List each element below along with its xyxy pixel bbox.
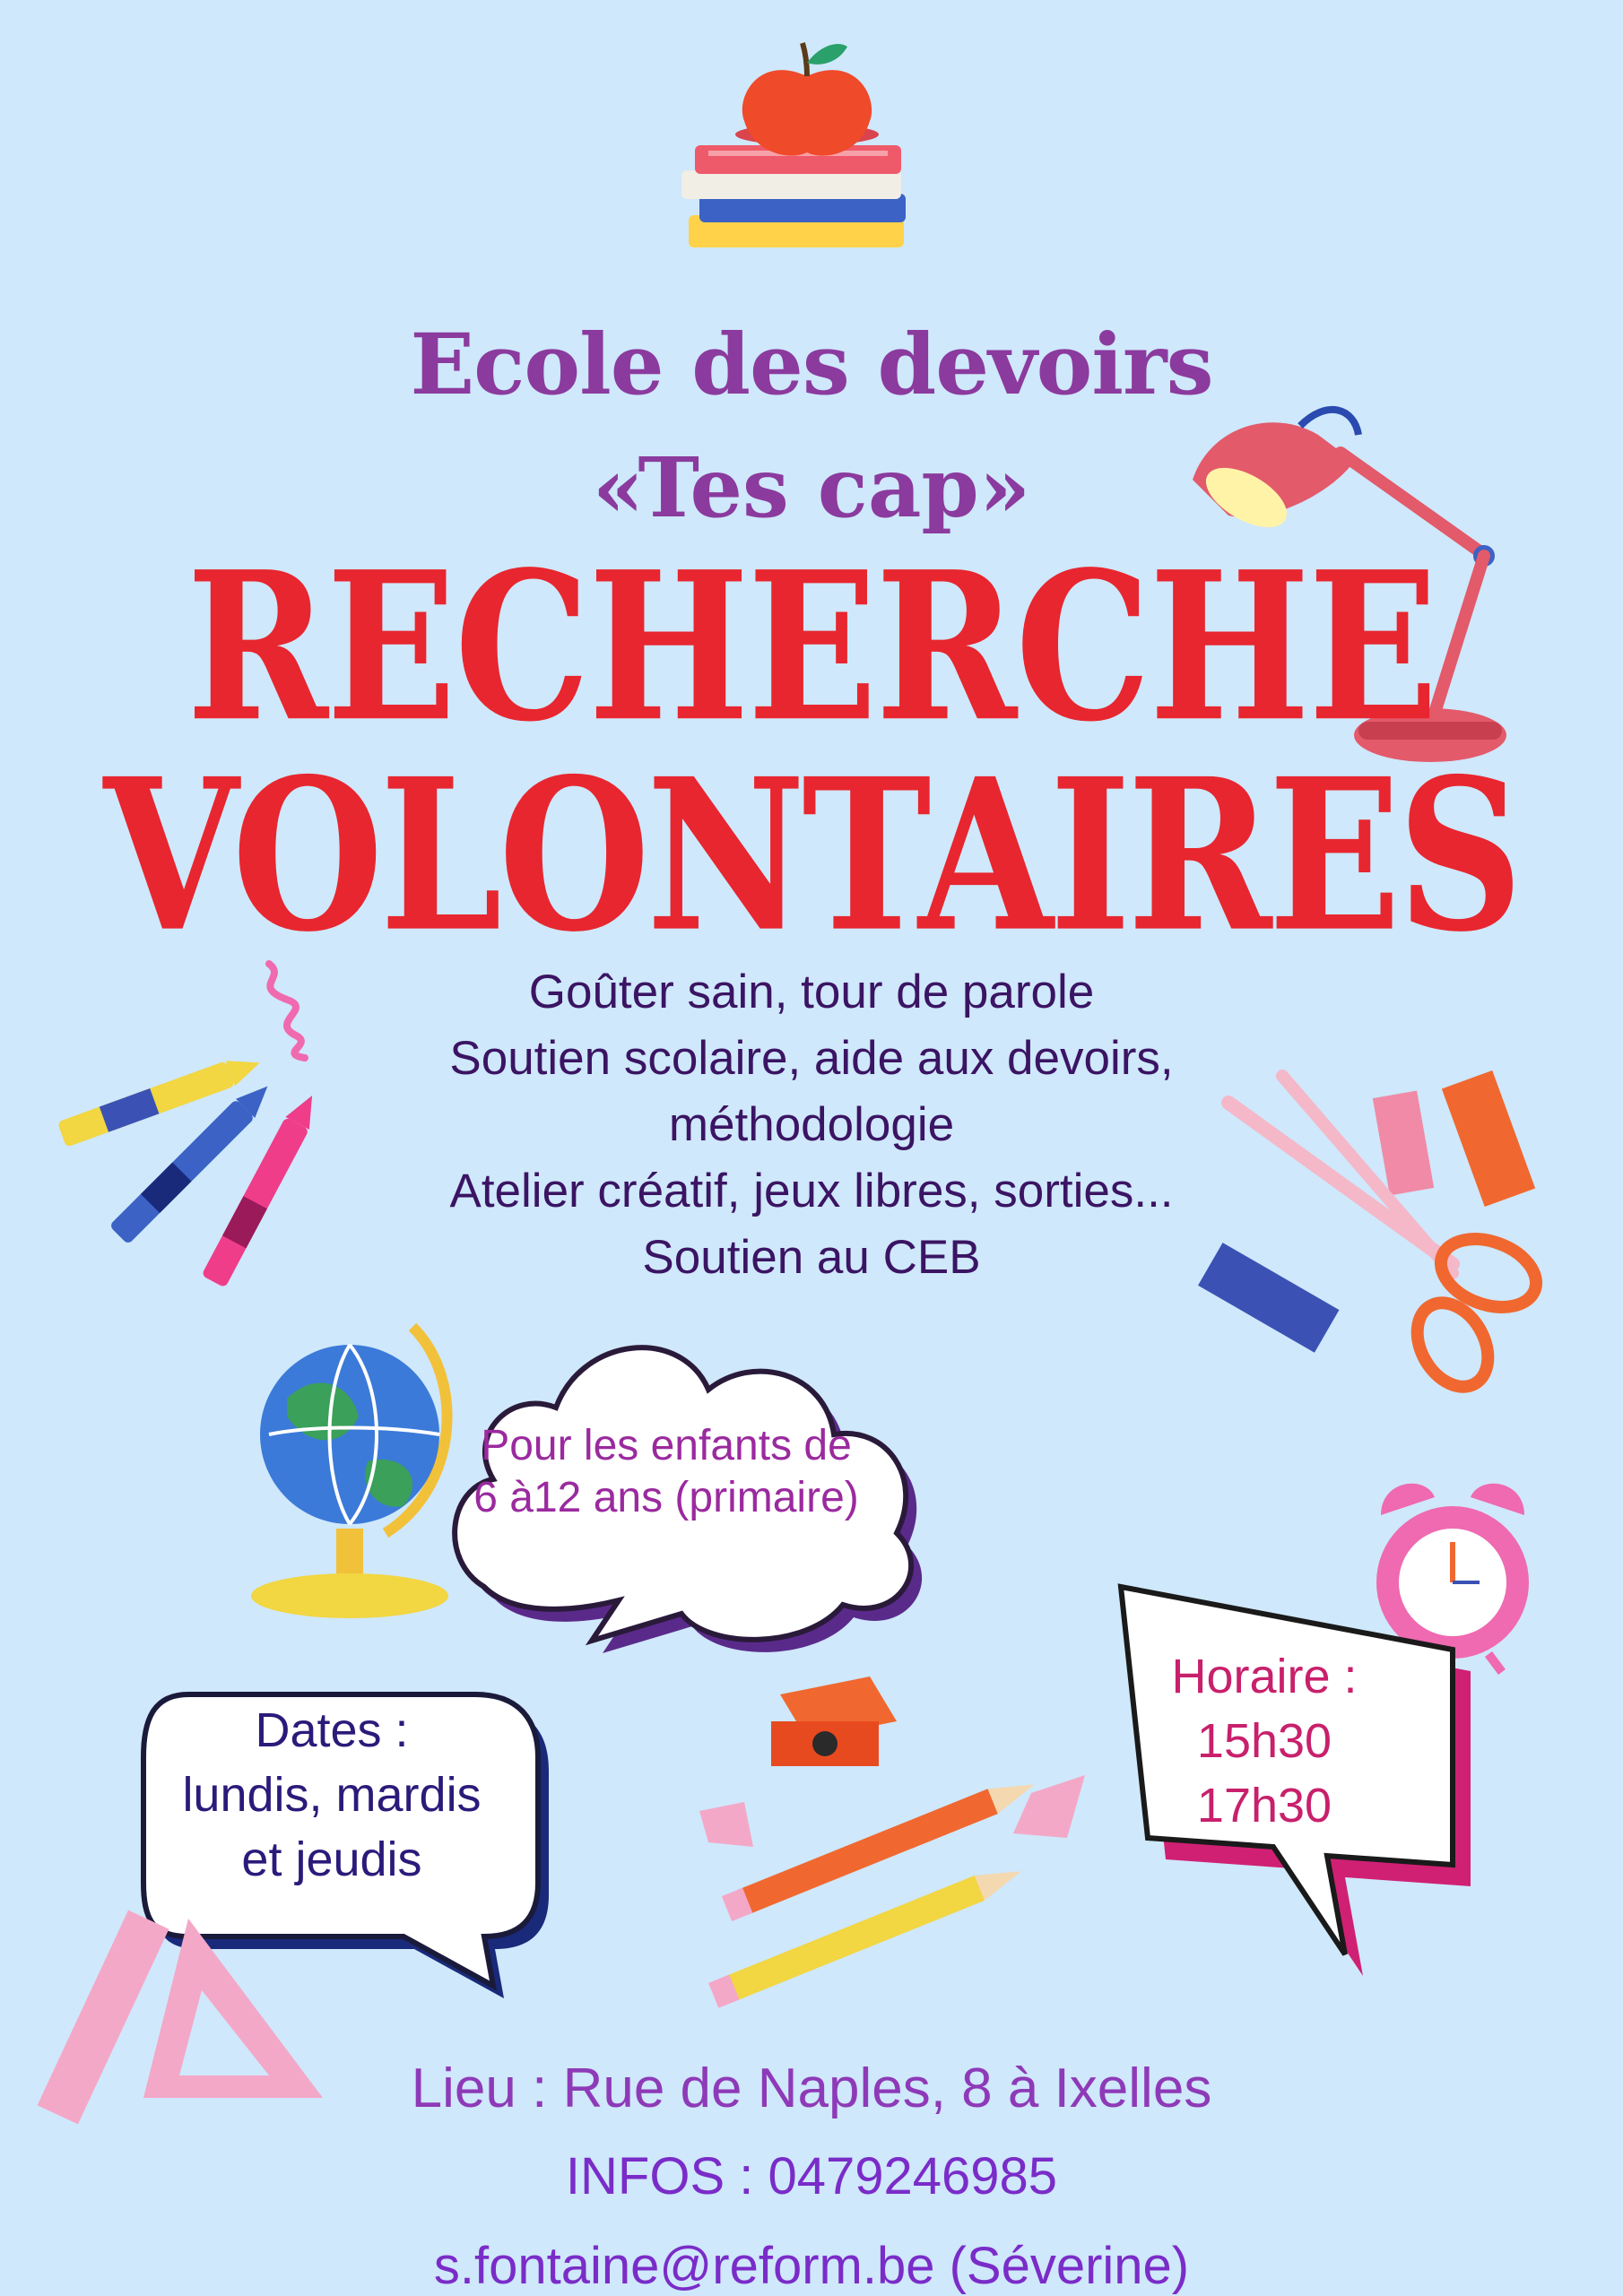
kids-age-text (429, 1420, 904, 1524)
hours-label: Horaire : (1171, 1650, 1358, 1703)
activity-item: Soutien au CEB (642, 1231, 981, 1284)
activity-item: Soutien scolaire, aide aux devoirs, (449, 1032, 1174, 1085)
headline-volontaires: VOLONTAIRES (103, 732, 1520, 978)
email-contact: s.fontaine@reform.be (Séverine) (433, 2237, 1190, 2295)
kids-line-2: 6 à12 ans (primaire) (473, 1474, 859, 1521)
pencils-sharpener-illustration (690, 1677, 1103, 2017)
kids-line-1: Pour les enfants de (481, 1422, 852, 1469)
dates-line-3: et jeudis (241, 1832, 422, 1886)
location-text: Lieu : Rue de Naples, 8 à Ixelles (411, 2058, 1212, 2119)
hours-start: 15h30 (1196, 1714, 1332, 1768)
activity-item: Goûter sain, tour de parole (528, 966, 1095, 1018)
headline-recherche: RECHERCHE (187, 526, 1436, 767)
phone-infos: INFOS : 0479246985 (565, 2147, 1058, 2205)
hours-end: 17h30 (1196, 1779, 1332, 1832)
hours-text (1139, 1644, 1390, 1838)
dates-text (152, 1698, 511, 1892)
activity-item: Atelier créatif, jeux libres, sorties... (449, 1165, 1174, 1217)
school-subtitle: «Tes cap» (592, 439, 1031, 536)
dates-line-2: lundis, mardis (182, 1768, 482, 1822)
apple-books-illustration (673, 36, 959, 359)
school-name-title: Ecole des devoirs (410, 316, 1213, 414)
dates-label: Dates : (255, 1703, 409, 1757)
activity-item: méthodologie (668, 1098, 955, 1151)
activities-list (0, 959, 1623, 1291)
